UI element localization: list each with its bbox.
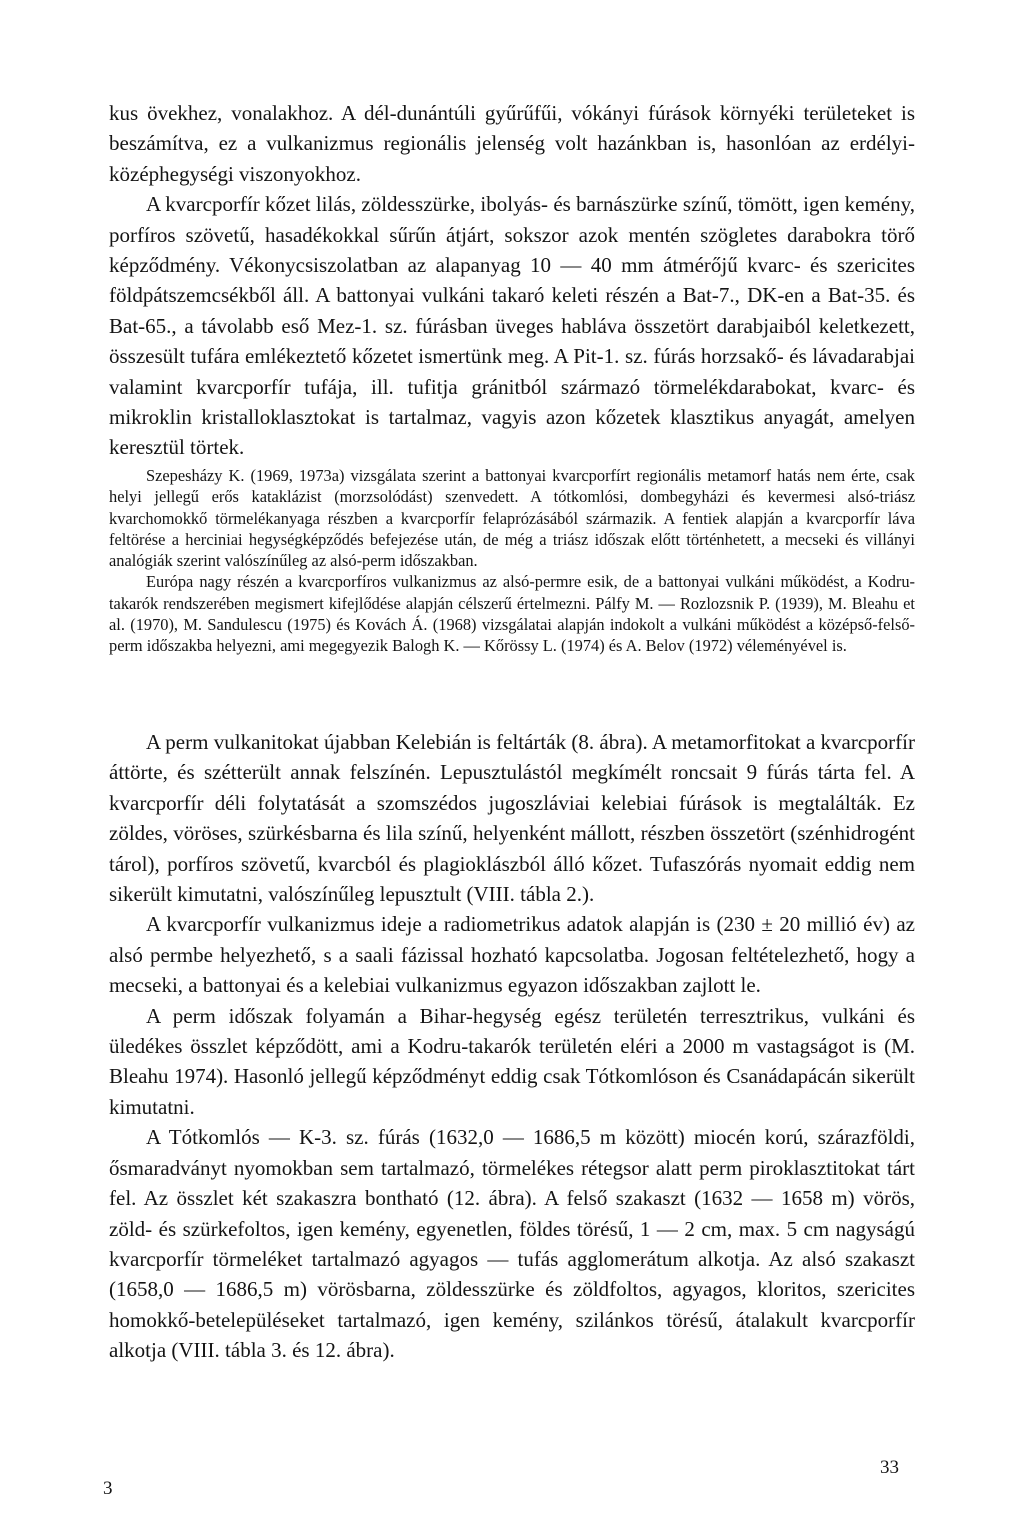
- signature-mark: 3: [103, 1478, 113, 1499]
- body-paragraph-continued: kus övekhez, vonalakhoz. A dél-dunántúli gyűrűfűi, vókányi fúrások környéki területeket is beszámítva, ez a vulkanizmus regionális jelenség volt hazánkban is, hasonlóan az erdélyi-középhegységi viszonyokhoz.: [109, 101, 915, 186]
- top-text-block: [109, 98, 915, 463]
- small-print-notes: [109, 465, 915, 657]
- note-paragraph-europa: Európa nagy részén a kvarcporfíros vulkanizmus az alsó-permre esik, de a battonyai vulkáni működést, a Kodru-takarók rendszerében megismert kifejlődése alapján célszerű értelmezni. Pálfy M. — Rozlozsnik P. (1939), M. Bleahu et al. (1970), M. Sandulescu (1975) és Kovách Á. (1968) vizsgálatai alapján indokolt a vulkáni működést a középső-felső-perm időszakba helyezni, ami megegyezik Balogh K. — Kőrössy L. (1974) és A. Belov (1972) véleményével is.: [109, 572, 915, 656]
- body-paragraph-kelebia: A perm vulkanitokat újabban Kelebián is feltárták (8. ábra). A metamorfitokat a kvarcporfír áttörte, és szétterült annak felszínén. Lepusztulástól megkímélt roncsait 9 fúrás tárta fel. A kvarcporfír déli folytatását a szomszédos jugoszláviai kelebiai fúrások is megtalálták. Ez zöldes, vöröses, szürkésbarna és lila színű, helyenként mállott, részben összetört (szénhidrogént tárol), porfíros szövetű, kvarcból és plagioklászból álló kőzet. Tufaszórás nyomait eddig nem sikerült kimutatni, valószínűleg lepusztult (VIII. tábla 2.).: [109, 730, 915, 907]
- main-text-block: [109, 727, 915, 1366]
- body-paragraph-totkomlos: A Tótkomlós — K-3. sz. fúrás (1632,0 — 1686,5 m között) miocén korú, szárazföldi, ősmaradványt nyomokban sem tartalmazó, törmelékes rétegsor alatt perm piroklasztitokat tárt fel. Az összlet két szakaszra bontható (12. ábra). A felső szakaszt (1632 — 1658 m) vörös, zöld- és szürkefoltos, igen kemény, egyenetlen, földes törésű, 1 — 2 cm, max. 5 cm nagyságú kvarcporfír törmeléket tartalmazó agyagos — tufás agglomerátum alkotja. Az alsó szakaszt (1658,0 — 1686,5 m) vörösbarna, zöldesszürke és zöldfoltos, agyagos, kloritos, szericites homokkő-betelepüléseket tartalmazó, igen kemény, szilánkos törésű, átalakult kvarcporfír alkotja (VIII. tábla 3. és 12. ábra).: [109, 1125, 915, 1363]
- body-paragraph-vulkanizmus-ideje: A kvarcporfír vulkanizmus ideje a radiometrikus adatok alapján is (230 ± 20 millió év) az alsó permbe helyezhető, s a saali fázissal hozható kapcsolatba. Jogosan feltételezhető, hogy a mecseki, a battonyai és a kelebiai vulkanizmus egyazon időszakban zajlott le.: [109, 912, 915, 998]
- note-paragraph-szepeshazy: Szepesházy K. (1969, 1973a) vizsgálata szerint a battonyai kvarcporfírt regionális metamorf hatás nem érte, csak helyi jellegű erős kataklázist (morzsolódást) szenvedett. A tótkomlósi, dombegyházi és kevermesi alsó-triász kvarchomokkő törmelékanyaga részben a kvarcporfír felaprózásából származik. A fentiek alapján a kvarcporfír láva feltörése a herciniai hegységképződés befejezése után, de még a triász időszak előtt történhetett, a mecseki és villányi analógiák szerint valószínűleg az alsó-perm időszakban.: [109, 466, 915, 571]
- page-number: 33: [880, 1457, 899, 1478]
- body-paragraph-bihar: A perm időszak folyamán a Bihar-hegység egész területén terresztrikus, vulkáni és üledékes összlet képződött, ami a Kodru-takarók területén eléri a 2000 m vastagságot is (M. Bleahu 1974). Hasonló jellegű képződményt eddig csak Tótkomlóson és Csanádapácán sikerült kimutatni.: [109, 1003, 915, 1119]
- body-paragraph-kvarcporfir: A kvarcporfír kőzet lilás, zöldesszürke, ibolyás- és barnászürke színű, tömött, igen kemény, porfíros szövetű, hasadékokkal sűrűn átjárt, sokszor azok mentén szögletes darabokra törő képződmény. Vékonycsiszolatban az alapanyag 10 — 40 mm átmérőjű kvarc- és szericites földpátszemcsékből áll. A battonyai vulkáni takaró keleti részén a Bat-7., DK-en a Bat-35. és Bat-65., a távolabb eső Mez-1. sz. fúrásban üveges habláva összetört darabjaiból keletkezett, összesült tufára emlékeztető kőzetet ismertünk meg. A Pit-1. sz. fúrás horzsakő- és lávadarabjai valamint kvarcporfír tufája, ill. tufitja gránitból származó törmelékdarabokat, kvarc- és mikroklin kristalloklasztokat is tartalmaz, vagyis azon kőzetek klasztikus anyagát, amelyen keresztül törtek.: [109, 192, 915, 460]
